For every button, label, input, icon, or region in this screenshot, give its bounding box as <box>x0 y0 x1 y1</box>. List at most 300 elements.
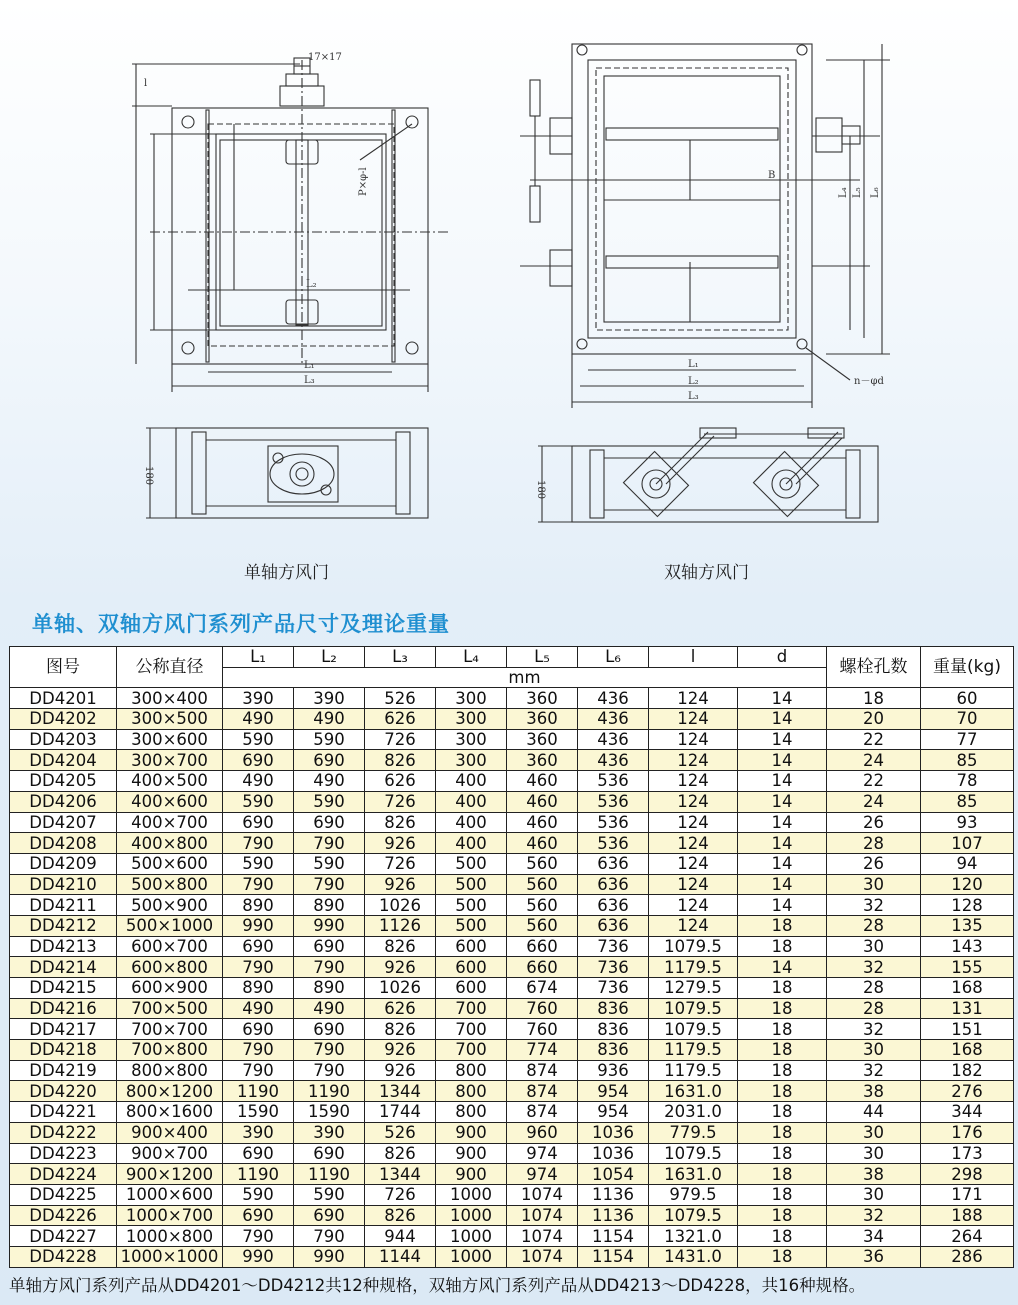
table-cell: 1036 <box>578 1143 649 1164</box>
table-cell: DD4219 <box>10 1060 117 1081</box>
table-cell: 790 <box>294 874 365 895</box>
label-double-L6: L₆ <box>870 187 881 198</box>
table-cell: 1074 <box>507 1246 578 1267</box>
table-cell: DD4203 <box>10 729 117 750</box>
table-cell: DD4204 <box>10 750 117 771</box>
table-cell: 990 <box>294 1246 365 1267</box>
label-single-height: 180 <box>143 466 154 486</box>
table-cell: 1190 <box>294 1081 365 1102</box>
table-cell: 300 <box>436 729 507 750</box>
table-cell: 790 <box>294 1040 365 1061</box>
table-cell: 926 <box>365 1040 436 1061</box>
spec-table-body <box>10 688 1014 1267</box>
label-double-L1: L₁ <box>688 359 699 370</box>
table-cell: 436 <box>578 688 649 709</box>
table-cell: 30 <box>827 1122 921 1143</box>
table-cell: 790 <box>223 874 294 895</box>
table-row <box>10 853 1014 874</box>
header-L3: L₃ <box>365 647 436 668</box>
header-weight: 重量(kg) <box>921 647 1014 688</box>
table-cell: DD4210 <box>10 874 117 895</box>
table-cell: 800×1200 <box>117 1081 223 1102</box>
table-cell: 400 <box>436 833 507 854</box>
table-cell: 600×900 <box>117 978 223 999</box>
table-cell: 836 <box>578 998 649 1019</box>
table-cell: 590 <box>223 791 294 812</box>
table-cell: 700 <box>436 1019 507 1040</box>
double-damper-side-view <box>538 428 878 522</box>
table-row <box>10 709 1014 730</box>
table-cell: 800 <box>436 1081 507 1102</box>
table-cell: 790 <box>294 1060 365 1081</box>
table-cell: 826 <box>365 812 436 833</box>
header-L5: L₅ <box>507 647 578 668</box>
table-row <box>10 1143 1014 1164</box>
table-cell: 18 <box>738 1122 827 1143</box>
table-cell: 526 <box>365 1122 436 1143</box>
table-cell: 18 <box>738 1102 827 1123</box>
table-cell: 1590 <box>294 1102 365 1123</box>
table-cell: 590 <box>294 729 365 750</box>
table-row <box>10 1226 1014 1247</box>
table-cell: 18 <box>738 1226 827 1247</box>
table-cell: 690 <box>294 1143 365 1164</box>
table-cell: 18 <box>738 1060 827 1081</box>
table-cell: 168 <box>921 978 1014 999</box>
table-cell: 500×900 <box>117 895 223 916</box>
table-cell: 14 <box>738 688 827 709</box>
table-cell: 690 <box>223 1143 294 1164</box>
table-cell: 500×1000 <box>117 915 223 936</box>
table-cell: 18 <box>738 978 827 999</box>
table-cell: 500×600 <box>117 853 223 874</box>
table-cell: 690 <box>223 1205 294 1226</box>
table-cell: 1026 <box>365 895 436 916</box>
table-cell: 636 <box>578 895 649 916</box>
table-cell: 1074 <box>507 1226 578 1247</box>
label-double-hole: n－φd <box>854 376 884 387</box>
table-cell: 78 <box>921 771 1014 792</box>
header-unit: mm <box>223 667 827 688</box>
table-cell: 926 <box>365 957 436 978</box>
table-cell: 286 <box>921 1246 1014 1267</box>
header-bolts: 螺栓孔数 <box>827 647 921 688</box>
table-cell: 14 <box>738 709 827 730</box>
table-cell: 38 <box>827 1164 921 1185</box>
table-cell: 1074 <box>507 1184 578 1205</box>
table-row <box>10 791 1014 812</box>
table-cell: 1631.0 <box>649 1164 738 1185</box>
table-cell: 590 <box>223 1184 294 1205</box>
table-cell: 131 <box>921 998 1014 1019</box>
table-cell: 28 <box>827 978 921 999</box>
table-cell: 124 <box>649 688 738 709</box>
table-cell: 360 <box>507 729 578 750</box>
table-cell: 1154 <box>578 1226 649 1247</box>
label-double-L4: L₄ <box>838 187 849 198</box>
table-row <box>10 1205 1014 1226</box>
table-cell: 151 <box>921 1019 1014 1040</box>
table-cell: 490 <box>294 709 365 730</box>
table-cell: 32 <box>827 1060 921 1081</box>
table-cell: 690 <box>223 936 294 957</box>
table-cell: 18 <box>738 1184 827 1205</box>
table-cell: 536 <box>578 812 649 833</box>
table-cell: 1036 <box>578 1122 649 1143</box>
table-cell: 124 <box>649 833 738 854</box>
table-cell: 736 <box>578 936 649 957</box>
table-cell: 890 <box>223 978 294 999</box>
table-cell: DD4223 <box>10 1143 117 1164</box>
table-cell: 22 <box>827 771 921 792</box>
table-cell: 1136 <box>578 1205 649 1226</box>
table-cell: 300×600 <box>117 729 223 750</box>
section-title: 单轴、双轴方风门系列产品尺寸及理论重量 <box>32 612 450 636</box>
table-cell: 490 <box>223 709 294 730</box>
table-cell: 70 <box>921 709 1014 730</box>
table-cell: 560 <box>507 915 578 936</box>
table-cell: 18 <box>738 1143 827 1164</box>
table-cell: 30 <box>827 1040 921 1061</box>
table-cell: 1074 <box>507 1205 578 1226</box>
table-cell: 954 <box>578 1081 649 1102</box>
table-cell: 2031.0 <box>649 1102 738 1123</box>
table-cell: 390 <box>223 1122 294 1143</box>
table-cell: 18 <box>738 1081 827 1102</box>
table-cell: 60 <box>921 688 1014 709</box>
table-cell: 22 <box>827 729 921 750</box>
table-cell: 726 <box>365 729 436 750</box>
footnote: 单轴方风门系列产品从DD4201～DD4212共12种规格，双轴方风门系列产品从DD4213～DD4228，共16种规格。 <box>9 1276 866 1295</box>
table-cell: 436 <box>578 750 649 771</box>
table-cell: 124 <box>649 853 738 874</box>
table-cell: DD4206 <box>10 791 117 812</box>
table-cell: 298 <box>921 1164 1014 1185</box>
table-cell: 460 <box>507 791 578 812</box>
table-cell: 400 <box>436 771 507 792</box>
table-cell: 1000 <box>436 1246 507 1267</box>
table-row <box>10 998 1014 1019</box>
table-cell: 800×1600 <box>117 1102 223 1123</box>
table-cell: 124 <box>649 771 738 792</box>
double-damper-front-view <box>520 44 890 408</box>
spec-table <box>9 646 1014 1268</box>
label-double-L5: L₅ <box>852 187 863 198</box>
table-cell: 926 <box>365 1060 436 1081</box>
table-row <box>10 833 1014 854</box>
table-cell: DD4225 <box>10 1184 117 1205</box>
table-cell: 790 <box>223 1040 294 1061</box>
table-cell: 590 <box>294 791 365 812</box>
table-cell: 390 <box>223 688 294 709</box>
table-cell: 14 <box>738 729 827 750</box>
table-cell: 18 <box>738 998 827 1019</box>
table-cell: 990 <box>223 1246 294 1267</box>
table-cell: 400×600 <box>117 791 223 812</box>
table-cell: 32 <box>827 957 921 978</box>
table-cell: 155 <box>921 957 1014 978</box>
table-cell: 124 <box>649 709 738 730</box>
table-cell: 85 <box>921 750 1014 771</box>
table-cell: 600×800 <box>117 957 223 978</box>
table-cell: 590 <box>223 853 294 874</box>
table-cell: 490 <box>294 771 365 792</box>
table-cell: DD4207 <box>10 812 117 833</box>
table-cell: DD4217 <box>10 1019 117 1040</box>
table-cell: 636 <box>578 874 649 895</box>
table-cell: 500 <box>436 874 507 895</box>
table-cell: 674 <box>507 978 578 999</box>
table-cell: 900×700 <box>117 1143 223 1164</box>
table-cell: 700 <box>436 1040 507 1061</box>
table-cell: 36 <box>827 1246 921 1267</box>
table-cell: 30 <box>827 1143 921 1164</box>
table-cell: 30 <box>827 874 921 895</box>
table-cell: 636 <box>578 915 649 936</box>
table-cell: 760 <box>507 1019 578 1040</box>
table-cell: 168 <box>921 1040 1014 1061</box>
table-cell: 188 <box>921 1205 1014 1226</box>
header-L6: L₆ <box>578 647 649 668</box>
table-cell: 171 <box>921 1184 1014 1205</box>
table-cell: 1054 <box>578 1164 649 1185</box>
table-cell: 1079.5 <box>649 1205 738 1226</box>
table-cell: 182 <box>921 1060 1014 1081</box>
table-cell: 626 <box>365 998 436 1019</box>
table-cell: 264 <box>921 1226 1014 1247</box>
table-cell: 124 <box>649 874 738 895</box>
table-cell: 143 <box>921 936 1014 957</box>
single-damper-front-view <box>132 58 450 392</box>
label-single-hole: P×φ-l <box>358 167 369 196</box>
table-cell: 790 <box>294 833 365 854</box>
table-cell: 690 <box>294 1019 365 1040</box>
table-cell: 1000×700 <box>117 1205 223 1226</box>
table-cell: 1144 <box>365 1246 436 1267</box>
table-cell: 790 <box>223 1060 294 1081</box>
table-cell: 360 <box>507 688 578 709</box>
table-row <box>10 1184 1014 1205</box>
table-cell: 779.5 <box>649 1122 738 1143</box>
table-row <box>10 1081 1014 1102</box>
table-cell: 726 <box>365 853 436 874</box>
table-cell: 926 <box>365 874 436 895</box>
table-cell: 826 <box>365 1019 436 1040</box>
table-cell: 1000 <box>436 1226 507 1247</box>
table-cell: 736 <box>578 957 649 978</box>
table-row <box>10 1019 1014 1040</box>
table-row <box>10 915 1014 936</box>
table-cell: 32 <box>827 1019 921 1040</box>
table-cell: 790 <box>223 833 294 854</box>
double-damper-caption: 双轴方风门 <box>664 563 749 583</box>
table-cell: 14 <box>738 791 827 812</box>
table-cell: 826 <box>365 1143 436 1164</box>
table-row <box>10 729 1014 750</box>
table-row <box>10 874 1014 895</box>
table-cell: DD4213 <box>10 936 117 957</box>
table-cell: 460 <box>507 833 578 854</box>
table-row <box>10 978 1014 999</box>
table-cell: 600×700 <box>117 936 223 957</box>
table-cell: 1190 <box>223 1164 294 1185</box>
table-cell: 1321.0 <box>649 1226 738 1247</box>
table-cell: 874 <box>507 1060 578 1081</box>
table-cell: 18 <box>738 1164 827 1185</box>
table-cell: 400 <box>436 812 507 833</box>
table-cell: DD4209 <box>10 853 117 874</box>
table-cell: 1000 <box>436 1184 507 1205</box>
table-row <box>10 771 1014 792</box>
table-row <box>10 1102 1014 1123</box>
table-cell: 173 <box>921 1143 1014 1164</box>
table-cell: 700×700 <box>117 1019 223 1040</box>
table-cell: 28 <box>827 833 921 854</box>
table-cell: 900 <box>436 1122 507 1143</box>
table-cell: 14 <box>738 812 827 833</box>
table-cell: 1000×1000 <box>117 1246 223 1267</box>
table-cell: 1154 <box>578 1246 649 1267</box>
table-row <box>10 1122 1014 1143</box>
label-double-height: 180 <box>535 480 546 500</box>
header-nominal: 公称直径 <box>117 647 223 688</box>
table-cell: 890 <box>294 978 365 999</box>
table-row <box>10 812 1014 833</box>
table-cell: 77 <box>921 729 1014 750</box>
table-cell: 14 <box>738 833 827 854</box>
label-single-L2: L₂ <box>306 279 317 290</box>
table-cell: DD4224 <box>10 1164 117 1185</box>
table-cell: 926 <box>365 833 436 854</box>
table-cell: 1000×800 <box>117 1226 223 1247</box>
table-cell: 1190 <box>223 1081 294 1102</box>
table-cell: 436 <box>578 709 649 730</box>
table-cell: DD4208 <box>10 833 117 854</box>
table-cell: 826 <box>365 936 436 957</box>
table-cell: 500 <box>436 853 507 874</box>
table-cell: 590 <box>223 729 294 750</box>
label-single-l: l <box>144 78 148 89</box>
label-single-L3: L₃ <box>304 375 315 386</box>
header-L2: L₂ <box>294 647 365 668</box>
table-row <box>10 1040 1014 1061</box>
table-cell: 300 <box>436 688 507 709</box>
header-l: l <box>649 647 738 668</box>
header-L4: L₄ <box>436 647 507 668</box>
table-row <box>10 895 1014 916</box>
table-cell: 1000 <box>436 1205 507 1226</box>
table-cell: 30 <box>827 936 921 957</box>
table-cell: 600 <box>436 957 507 978</box>
table-cell: 990 <box>223 915 294 936</box>
table-cell: 1179.5 <box>649 1060 738 1081</box>
table-cell: 890 <box>294 895 365 916</box>
table-cell: 690 <box>294 1205 365 1226</box>
table-cell: 526 <box>365 688 436 709</box>
table-cell: 590 <box>294 853 365 874</box>
table-cell: 944 <box>365 1226 436 1247</box>
table-cell: DD4215 <box>10 978 117 999</box>
technical-drawings <box>0 0 1018 600</box>
table-cell: 1431.0 <box>649 1246 738 1267</box>
table-cell: 700 <box>436 998 507 1019</box>
table-cell: 874 <box>507 1081 578 1102</box>
table-cell: 400×500 <box>117 771 223 792</box>
table-row <box>10 957 1014 978</box>
table-cell: 18 <box>738 1040 827 1061</box>
table-cell: 900×1200 <box>117 1164 223 1185</box>
table-cell: DD4221 <box>10 1102 117 1123</box>
table-cell: 124 <box>649 750 738 771</box>
table-cell: 436 <box>578 729 649 750</box>
table-cell: 626 <box>365 709 436 730</box>
table-cell: 900 <box>436 1143 507 1164</box>
table-cell: 20 <box>827 709 921 730</box>
table-cell: 900×400 <box>117 1122 223 1143</box>
table-cell: 26 <box>827 812 921 833</box>
table-cell: 24 <box>827 791 921 812</box>
table-cell: 400 <box>436 791 507 812</box>
table-cell: 560 <box>507 874 578 895</box>
table-cell: 18 <box>827 688 921 709</box>
table-cell: 34 <box>827 1226 921 1247</box>
table-cell: 660 <box>507 936 578 957</box>
table-cell: 974 <box>507 1164 578 1185</box>
table-cell: 32 <box>827 1205 921 1226</box>
table-cell: DD4227 <box>10 1226 117 1247</box>
table-cell: 790 <box>294 957 365 978</box>
table-cell: 690 <box>223 812 294 833</box>
table-cell: 1344 <box>365 1164 436 1185</box>
table-cell: 874 <box>507 1102 578 1123</box>
table-cell: 1079.5 <box>649 1019 738 1040</box>
table-cell: 18 <box>738 936 827 957</box>
table-cell: 93 <box>921 812 1014 833</box>
table-cell: 900 <box>436 1164 507 1185</box>
table-cell: 1126 <box>365 915 436 936</box>
table-cell: 128 <box>921 895 1014 916</box>
table-cell: 1744 <box>365 1102 436 1123</box>
table-cell: 176 <box>921 1122 1014 1143</box>
header-L1: L₁ <box>223 647 294 668</box>
table-cell: 790 <box>223 1226 294 1247</box>
table-cell: 990 <box>294 915 365 936</box>
table-cell: 826 <box>365 750 436 771</box>
table-cell: 536 <box>578 771 649 792</box>
table-cell: DD4222 <box>10 1122 117 1143</box>
table-cell: 700×500 <box>117 998 223 1019</box>
table-cell: 690 <box>294 812 365 833</box>
table-cell: 18 <box>738 915 827 936</box>
table-cell: 460 <box>507 812 578 833</box>
label-shaft-size: 17×17 <box>308 52 342 63</box>
table-cell: 14 <box>738 895 827 916</box>
table-cell: 18 <box>738 1019 827 1040</box>
table-cell: 32 <box>827 895 921 916</box>
table-cell: 690 <box>294 936 365 957</box>
table-cell: 774 <box>507 1040 578 1061</box>
table-cell: 1179.5 <box>649 957 738 978</box>
table-cell: 14 <box>738 771 827 792</box>
table-cell: 490 <box>223 771 294 792</box>
table-cell: 500×800 <box>117 874 223 895</box>
table-cell: 660 <box>507 957 578 978</box>
table-cell: 1190 <box>294 1164 365 1185</box>
table-cell: 1026 <box>365 978 436 999</box>
table-cell: DD4202 <box>10 709 117 730</box>
table-cell: 890 <box>223 895 294 916</box>
table-cell: 960 <box>507 1122 578 1143</box>
